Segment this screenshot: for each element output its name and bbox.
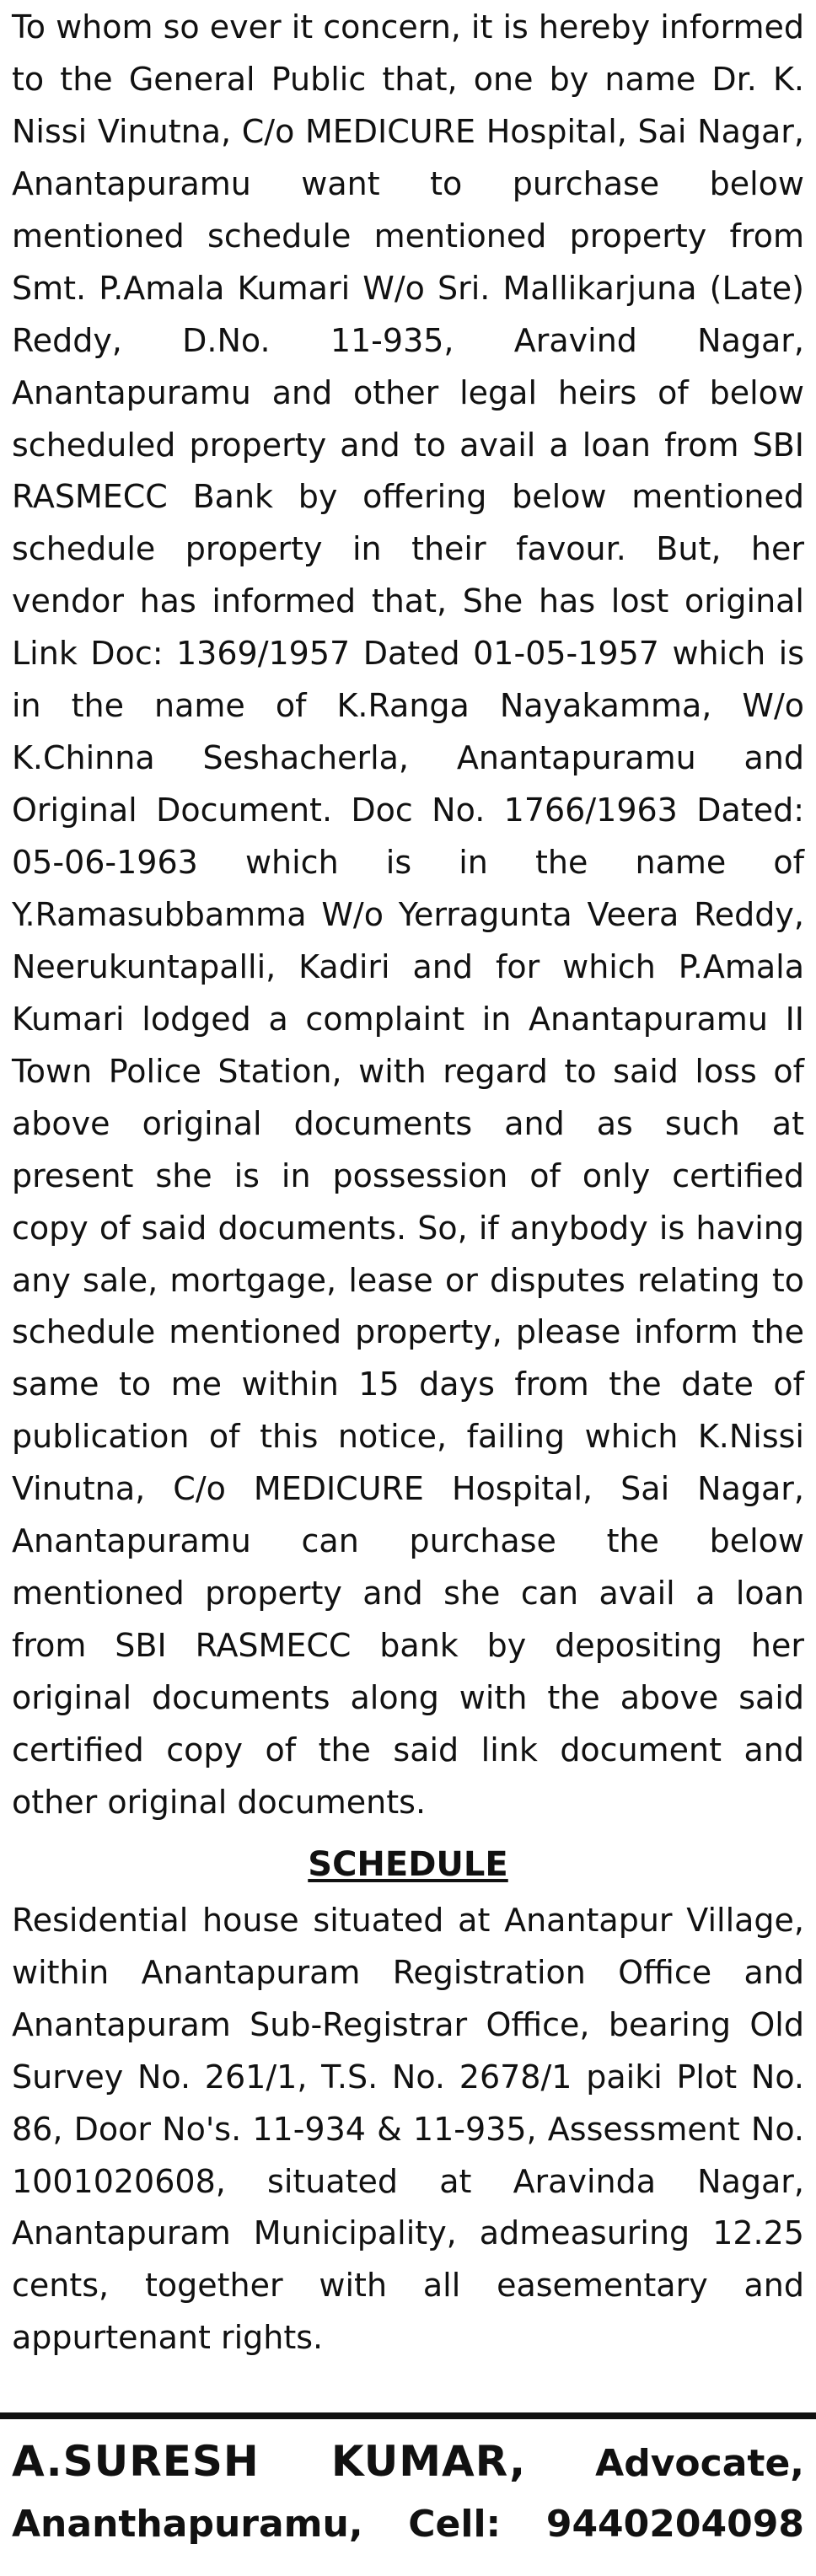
- schedule-heading: SCHEDULE: [308, 1844, 508, 1884]
- advocate-name: A.SURESH KUMAR,: [12, 2437, 527, 2486]
- advocate-title: Advocate,: [595, 2442, 804, 2485]
- advocate-name-line: [12, 2428, 804, 2495]
- legal-notice: [12, 2, 804, 2364]
- advocate-footer: [0, 2412, 816, 2576]
- advocate-contact-line: [12, 2495, 804, 2554]
- cell-number: 9440204098: [545, 2503, 804, 2546]
- advocate-city: Ananthapuramu,: [12, 2503, 363, 2546]
- notice-body: To whom so ever it concern, it is hereby informed to the General Public that, one by name Dr. K. Nissi Vinutna, C/o MEDICURE Hospital, Sai Nagar, Anantapuramu want to purchase below mentioned schedule mentioned property from Smt. P.Amala Kumari W/o Sri. Mallikarjuna (Late) Reddy, D.No. 11-935, Aravind Nagar, Anantapuramu and other legal heirs of below scheduled property and to avail a loan from SBI RASMECC Bank by offering below mentioned schedule property in their favour. But, her vendor has informed that, She has lost original Link Doc: 1369/1957 Dated 01-05-1957 which is in the name of K.Ranga Nayakamma, W/o K.Chinna Seshacherla, Anantapuramu and Original Document. Doc No. 1766/1963 Dated: 05-06-1963 which is in the name of Y.Ramasubbamma W/o Yerragunta Veera Reddy, Neerukuntapalli, Kadiri and for which P.Amala Kumari lodged a complaint in Anantapuramu II Town Police Station, with regard to said loss of above original documents and as such at present she is in possession of only certified copy of said documents. So, if anybody is having any sale, mortgage, lease or disputes relating to schedule mentioned property, please inform the same to me within 15 days from the date of publication of this notice, failing which K.Nissi Vinutna, C/o MEDICURE Hospital, Sai Nagar, Anantapuramu can purchase the below mentioned property and she can avail a loan from SBI RASMECC bank by depositing her original documents along with the above said certified copy of the said link document and other original documents.: [12, 8, 804, 1821]
- cell-label: Cell:: [408, 2503, 502, 2546]
- schedule-body: Residential house situated at Anantapur Village, within Anantapuram Registration Office and Anantapuram Sub-Registrar Office, bearing Old Survey No. 261/1, T.S. No. 2678/1 paiki Plot No. 86, Door No's. 11-934 & 11-935, Assessment No. 1001020608, situated at Aravinda Nagar, Anantapuram Municipality, admeasuring 12.25 cents, together with all easementary and appurtenant rights.: [12, 1901, 804, 2357]
